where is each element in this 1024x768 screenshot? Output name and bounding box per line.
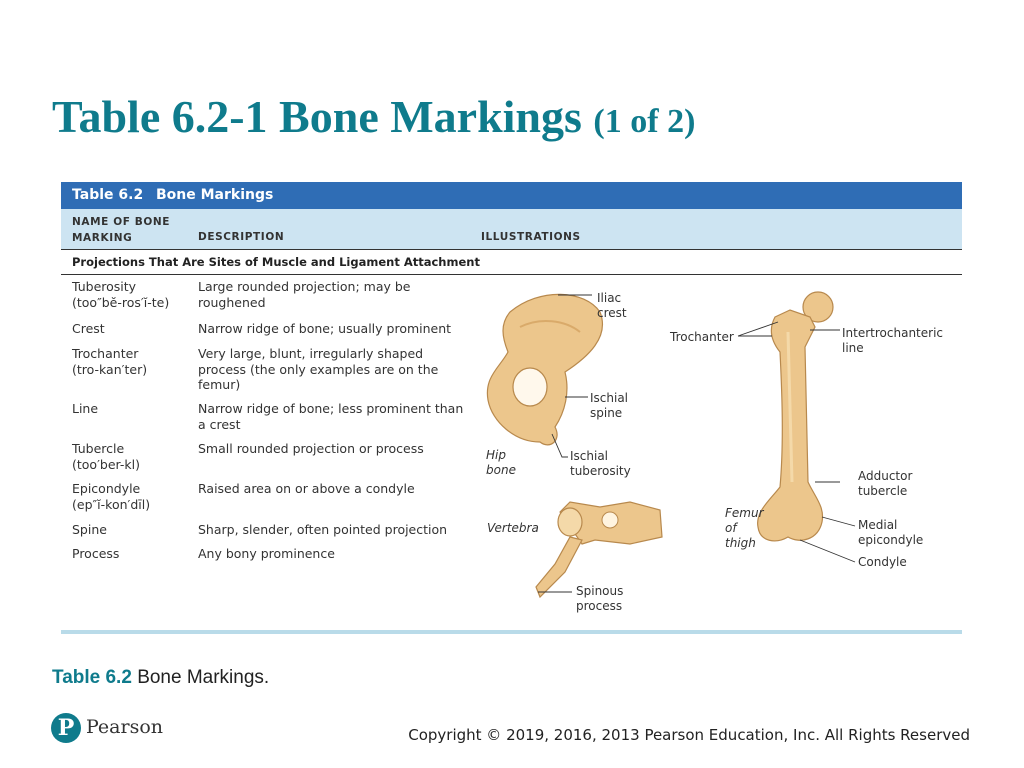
label-spinous-process — [576, 584, 623, 614]
hip-bone-drawing — [487, 294, 602, 445]
term-pronunciation: (ep″ĭ-kon′dīl) — [72, 496, 151, 512]
table-name: Bone Markings — [156, 187, 274, 203]
title-main: Table 6.2-1 Bone Markings — [52, 91, 582, 142]
vertebra-drawing — [536, 502, 662, 597]
label-hip-line1: Hip — [486, 448, 506, 462]
label-ischial-tub-line2: tuberosity — [570, 464, 631, 478]
col-header-name-line2: MARKING — [72, 232, 133, 244]
term-name: Line — [72, 401, 99, 416]
label-trochanter: Trochanter — [670, 330, 734, 344]
label-iliac-crest — [597, 291, 627, 321]
label-spinous-line2: process — [576, 599, 623, 613]
label-adductor-line1: Adductor — [858, 469, 913, 483]
label-intertrochanteric-line — [842, 326, 943, 356]
label-adductor-tubercle — [858, 469, 912, 499]
label-femur-line3: thigh — [725, 536, 756, 550]
label-adductor-line2: tubercle — [858, 484, 908, 498]
caption-text: Bone Markings. — [137, 667, 270, 688]
label-intertroch-line1: Intertrochanteric — [842, 326, 943, 340]
col-header-illustrations: ILLUSTRATIONS — [481, 231, 581, 243]
label-femur-of-thigh — [725, 506, 764, 551]
copyright-notice: Copyright © 2019, 2016, 2013 Pearson Education, Inc. All Rights Reserved — [408, 726, 970, 744]
label-intertroch-line2: line — [842, 341, 864, 355]
row-term — [72, 321, 197, 337]
label-ischial-spine-line2: spine — [590, 406, 623, 420]
page-title — [52, 90, 695, 143]
label-medial-line1: Medial — [858, 518, 898, 532]
label-hip-line2: bone — [486, 463, 516, 477]
row-description: Large rounded projection; may be roughened — [198, 279, 411, 310]
pearson-logo — [51, 713, 181, 747]
term-name: Tuberosity — [72, 279, 137, 294]
table-bottom-rule — [61, 630, 962, 634]
table-header-bar — [61, 182, 962, 209]
title-part-indicator: (1 of 2) — [593, 103, 696, 140]
term-name: Process — [72, 546, 120, 561]
label-femur-line1: Femur — [725, 506, 764, 520]
term-name: Spine — [72, 522, 107, 537]
row-term — [72, 279, 197, 310]
col-header-name — [72, 214, 192, 246]
row-term — [72, 346, 197, 377]
section-heading — [61, 250, 962, 275]
col-header-name-line1: NAME OF BONE — [72, 216, 171, 228]
label-vertebra: Vertebra — [487, 521, 539, 535]
term-pronunciation: (too″bĕ-ros′ĭ-te) — [72, 294, 170, 310]
figure-caption — [52, 667, 269, 689]
label-medial-line2: epicondyle — [858, 533, 924, 547]
table-number: Table 6.2 — [72, 187, 144, 203]
row-description: Narrow ridge of bone; less prominent than a crest — [198, 401, 464, 432]
row-term — [72, 546, 197, 562]
label-ischial-tuberosity — [570, 449, 631, 479]
pearson-logo-text: Pearson — [86, 716, 164, 738]
col-header-description: DESCRIPTION — [198, 231, 285, 243]
label-hip-bone — [486, 448, 516, 478]
row-term — [72, 522, 197, 538]
row-term — [72, 401, 197, 417]
term-name: Trochanter — [72, 346, 139, 361]
caption-number: Table 6.2 — [52, 667, 132, 688]
label-spinous-line1: Spinous — [576, 584, 624, 598]
row-description: Small rounded projection or process — [198, 441, 424, 456]
term-pronunciation: (too′ber-kl) — [72, 456, 140, 472]
pearson-logo-mark: P — [51, 713, 81, 743]
column-headers — [61, 209, 962, 250]
row-term — [72, 441, 197, 472]
section-heading-text: Projections That Are Sites of Muscle and Ligament Attachment — [72, 255, 480, 269]
label-iliac-line1: Iliac — [597, 291, 622, 305]
label-ischial-tub-line1: Ischial — [570, 449, 609, 463]
term-pronunciation: (tro-kan′ter) — [72, 361, 148, 377]
term-name: Crest — [72, 321, 105, 336]
label-ischial-spine-line1: Ischial — [590, 391, 629, 405]
row-description: Any bony prominence — [198, 546, 335, 561]
row-description: Very large, blunt, irregularly shaped process (the only examples are on the femur) — [198, 346, 439, 392]
row-term — [72, 481, 197, 512]
label-iliac-line2: crest — [597, 306, 627, 320]
term-name: Epicondyle — [72, 481, 141, 496]
row-description: Sharp, slender, often pointed projection — [198, 522, 448, 537]
label-ischial-spine — [590, 391, 628, 421]
femur-drawing — [758, 292, 833, 541]
label-femur-line2: of — [725, 521, 737, 535]
row-description: Raised area on or above a condyle — [198, 481, 415, 496]
term-name: Tubercle — [72, 441, 125, 456]
label-condyle: Condyle — [858, 555, 907, 569]
row-description: Narrow ridge of bone; usually prominent — [198, 321, 452, 336]
label-medial-epicondyle — [858, 518, 923, 548]
